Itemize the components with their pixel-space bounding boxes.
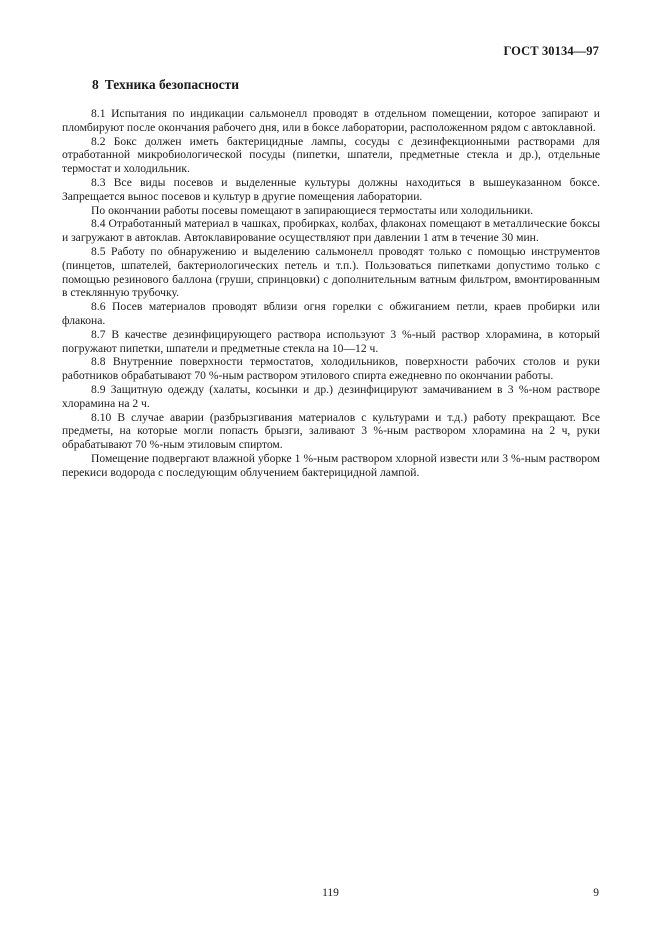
paragraph-8-3-note: По окончании работы посевы помещают в запирающиеся термостаты или холодильники. [91, 203, 534, 217]
paragraph-8-7: 8.7 В качестве дезинфицирующего раствора используют 3 %-ный раствор хлорамина, в который погружают пипетки, шпатели и предметные стекла на 10—12 ч. [62, 327, 600, 355]
document-code: ГОСТ 30134—97 [503, 44, 599, 58]
paragraph-8-3: 8.3 Все виды посевов и выделенные культуры должны находиться в вышеуказанном боксе. Запрещается вынос посевов и культур в другие помещения лаборатории. [62, 175, 600, 203]
paragraph-8-2: 8.2 Бокс должен иметь бактерицидные лампы, сосуды с дезинфекционными растворами для отработанной микробиологической посуды (пипетки, шпатели, предметные стекла и др.), отдельные термостат и холодильник. [62, 134, 600, 176]
paragraph-8-10-note: Помещение подвергают влажной уборке 1 %-ным раствором хлорной извести или 3 %-ным раствором перекиси водорода с последующим облучением бактерицидной лампой. [62, 451, 600, 479]
section-title: Техника безопасности [104, 77, 240, 92]
paragraph-8-5: 8.5 Работу по обнаружению и выделению сальмонелл проводят только с помощью инструментов (пинцетов, шпателей, бактериологических петель и т.п.). Пользоваться пипетками допустимо только с помощью резинового баллона (груши, спринцовки) с дополнительным ватным фильтром, вмонтированным в стеклянную трубочку. [62, 244, 600, 300]
paragraph-8-1: 8.1 Испытания по индикации сальмонелл проводят в отдельном помещении, которое запирают и пломбируют после окончания рабочего дня, или в боксе лаборатории, расположенном рядом с автоклавной. [62, 107, 600, 134]
section-heading [92, 77, 239, 93]
page-number-center: 119 [322, 887, 339, 899]
paragraph-8-8: 8.8 Внутренние поверхности термостатов, холодильников, поверхности рабочих столов и руки работников обрабатывают 70 %-ным раствором этилового спирта ежедневно по окончании работы. [62, 355, 600, 383]
paragraph-8-9: 8.9 Защитную одежду (халаты, косынки и др.) дезинфицируют замачиванием в 3 %-ном растворе хлорамина на 2 ч. [62, 382, 600, 410]
section-body [62, 107, 600, 480]
section-number: 8 [92, 77, 99, 92]
paragraph-8-4: 8.4 Отработанный материал в чашках, пробирках, колбах, флаконах помещают в металлические боксы и загружают в автоклав. Автоклавирование осуществляют при давлении 1 атм в течение 30 мин. [62, 217, 600, 245]
page-number-right: 9 [593, 887, 599, 899]
paragraph-8-6: 8.6 Посев материалов проводят вблизи огня горелки с обжиганием петли, краев пробирки или флакона. [62, 300, 600, 327]
paragraph-8-10: 8.10 В случае аварии (разбрызгивания материалов с культурами и т.д.) работу прекращают. Все предметы, на которые могли попасть брызги, заливают 3 %-ным раствором хлорамина на 2 ч, руки обрабатывают 70 %-ным этиловым спиртом. [62, 410, 600, 452]
